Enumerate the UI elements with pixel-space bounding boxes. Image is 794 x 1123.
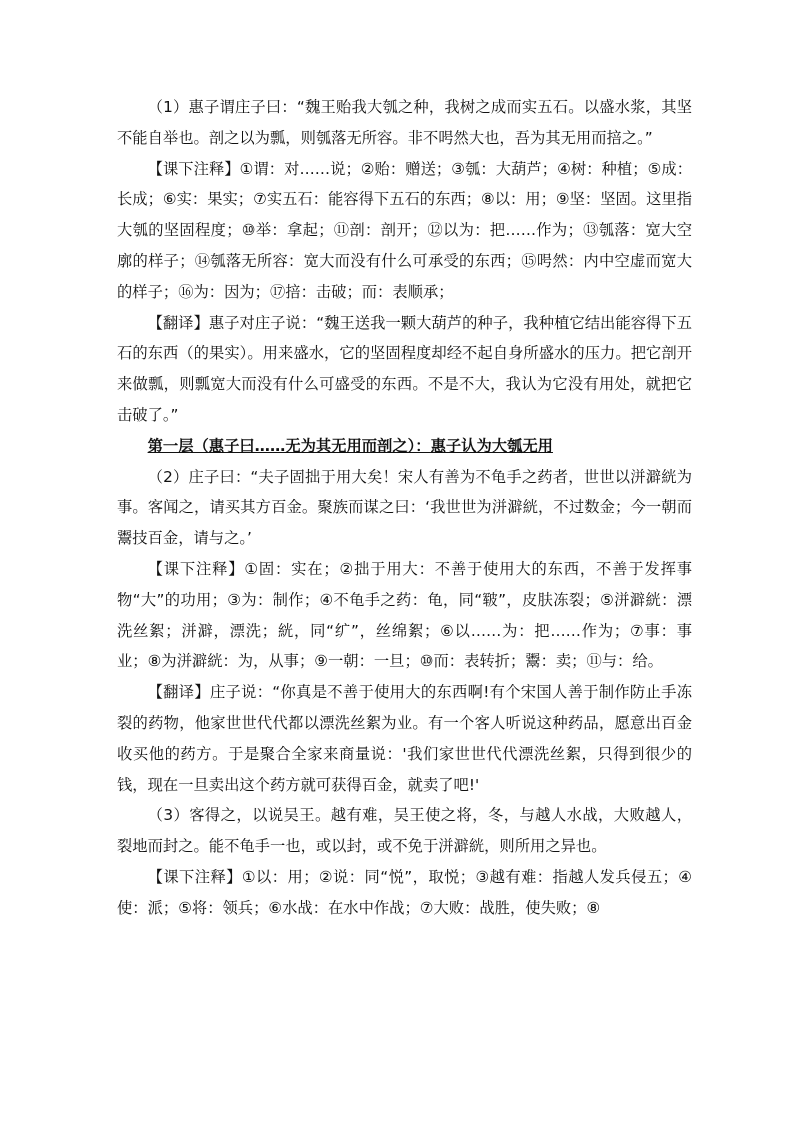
original-text-paragraph-1: （1）惠子谓庄子曰：“魏王贻我大瓠之种，我树之成而实五石。以盛水浆，其坚不能自举也。剖之以为瓢，则瓠落无所容。非不呺然大也，吾为其无用而掊之。” [117,98,692,147]
translation-paragraph-2: 【翻译】庄子说：“你真是不善于使用大的东西啊!有个宋国人善于制作防止手冻裂的药物，他家世世代代都以漂洗丝絮为业。有一个客人听说这种药品，愿意出百金收买他的药方。于是聚合全家来商量说：'我们家世世代代漂洗丝絮，只得到很少的钱，现在一旦卖出这个药方就可获得百金，就卖了吧!' [117,683,692,794]
document-body [117,92,692,924]
annotation-paragraph-3: 【课下注释】①以：用；②说：同“悦”，取悦；③越有难：指越人发兵侵五；④使：派；⑤将：领兵；⑥水战：在水中作战；⑦大败：战胜，使失败；⑧ [117,867,692,917]
original-text-paragraph-3: （3）客得之，以说吴王。越有难，吴王使之将，冬，与越人水战，大败越人，裂地而封之。能不龟手一也，或以封，或不免于洴澼絖，则所用之异也。 [117,806,692,856]
translation-paragraph-1: 【翻译】惠子对庄子说：“魏王送我一颗大葫芦的种子，我种植它结出能容得下五石的东西（的果实）。用来盛水，它的坚固程度却经不起自身所盛水的压力。把它剖开来做瓢，则瓢宽大而没有什么可盛受的东西。不是不大，我认为它没有用处，就把它击破了。” [117,313,692,424]
section-heading-layer-1: 第一层（惠子曰……无为其无用而剖之）：惠子认为大瓠无用 [147,436,553,455]
annotation-paragraph-1: 【课下注释】①谓：对……说；②贻：赠送；③瓠：大葫芦；④树：种植；⑤成：长成；⑥实：果实；⑦实五石：能容得下五石的东西；⑧以：用；⑨坚：坚固。这里指大瓠的坚固程度；⑩举：拿起；⑪剖：剖开；⑫以为：把……作为；⑬瓠落：宽大空廓的样子；⑭瓠落无所容：宽大而没有什么可承受的东西；⑮呺然：内中空虚而宽大的样子；⑯为：因为；⑰掊：击破；而：表顺承； [117,159,692,301]
original-text-paragraph-2: （2）庄子曰：“夫子固拙于用大矣！宋人有善为不龟手之药者，世世以洴澼絖为事。客闻之，请买其方百金。聚族而谋之曰：‘我世世为洴澼絖，不过数金；今一朝而鬻技百金，请与之。’ [117,467,692,548]
annotation-paragraph-2: 【课下注释】①固：实在；②拙于用大：不善于使用大的东西，不善于发挥事物“大”的功用；③为：制作；④不龟手之药：龟，同“皲”，皮肤冻裂；⑤洴澼絖：漂洗丝絮；洴澼，漂洗；絖，同“纩”，丝绵絮；⑥以……为：把……作为；⑦事：事业；⑧为洴澼絖：为，从事；⑨一朝：一旦；⑩而：表转折；鬻：卖；⑪与：给。 [117,559,692,671]
